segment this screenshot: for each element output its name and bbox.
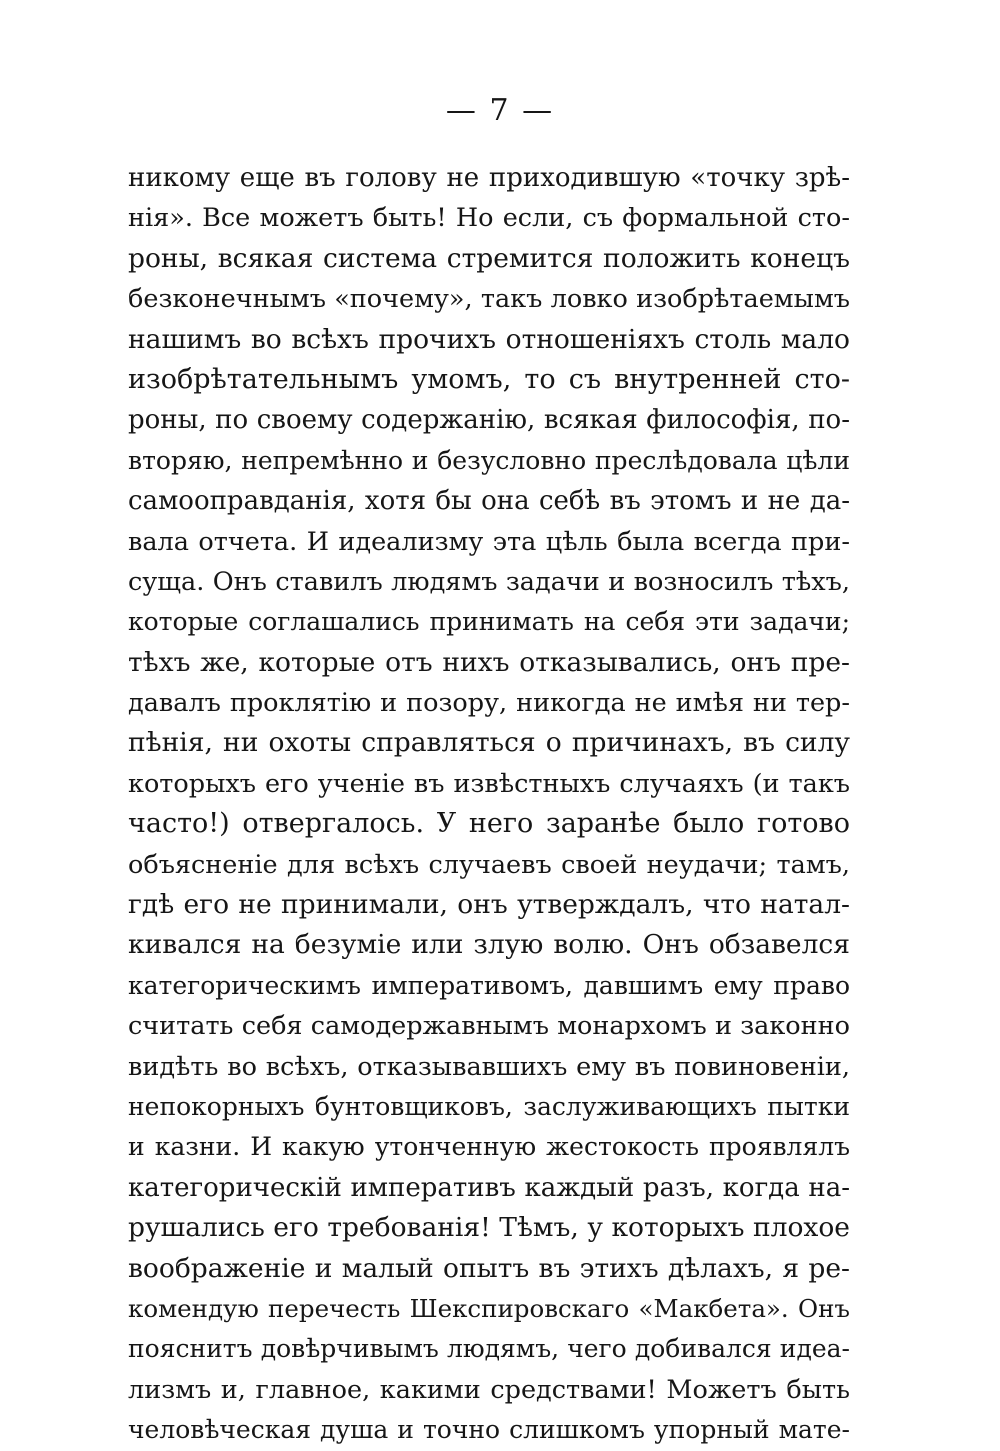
text-line: гдѣ его не принимали, онъ утверждалъ, что натал-: [128, 889, 850, 921]
text-line: тѣхъ же, которые отъ нихъ отказывались, онъ пре-: [128, 646, 850, 678]
text-line: воображеніе и малый опытъ въ этихъ дѣлахъ, я ре-: [128, 1252, 850, 1284]
text-line: категорическимъ императивомъ, давшимъ ему право: [128, 970, 850, 1000]
text-line: и казни. И какую утонченную жестокость проявлялъ: [128, 1132, 850, 1162]
text-line: комендую перечесть Шекспировскаго «Макбета». Онъ: [128, 1293, 850, 1323]
text-line: давалъ проклятію и позору, никогда не имѣя ни тер-: [128, 688, 850, 719]
text-line: человѣческая душа и точно слишкомъ упорный мате-: [128, 1415, 850, 1445]
text-line: пояснитъ довѣрчивымъ людямъ, чего добивался идеа-: [128, 1334, 850, 1364]
text-line: считать себя самодержавнымъ монархомъ и законно: [128, 1011, 850, 1042]
text-line: лизмъ и, главное, какими средствами! Можетъ быть: [128, 1374, 850, 1405]
text-line: видѣть во всѣхъ, отказывавшихъ ему въ повиновеніи,: [128, 1051, 850, 1082]
text-line: вторяю, непремѣнно и безусловно преслѣдовала цѣли: [128, 445, 850, 475]
text-line: нашимъ во всѣхъ прочихъ отношеніяхъ столь мало: [128, 323, 850, 355]
text-line: рушались его требованія! Тѣмъ, у которыхъ плохое: [128, 1212, 850, 1244]
text-line: роны, по своему содержанію, всякая философія, по-: [128, 405, 850, 436]
text-line: категорическій императивъ каждый разъ, когда на-: [128, 1172, 850, 1203]
text-line: роны, всякая система стремится положить конецъ: [128, 242, 850, 274]
text-line: объясненіе для всѣхъ случаевъ своей неудачи; тамъ,: [128, 849, 850, 880]
text-line: непокорныхъ бунтовщиковъ, заслуживающихъ пытки: [128, 1091, 850, 1121]
text-line: часто!) отвергалось. У него заранѣе было готово: [128, 808, 850, 840]
text-line: самооправданія, хотя бы она себѣ въ этомъ и не да-: [128, 486, 850, 517]
text-line: которыхъ его ученіе въ извѣстныхъ случаяхъ (и такъ: [128, 768, 850, 799]
text-line: безконечнымъ «почему», такъ ловко изобрѣтаемымъ: [128, 284, 850, 315]
text-line: нія». Все можетъ быть! Но если, съ формальной сто-: [128, 203, 850, 234]
text-line: суща. Онъ ставилъ людямъ задачи и возносилъ тѣхъ,: [128, 566, 850, 597]
text-line: которые соглашались принимать на себя эти задачи;: [128, 607, 850, 637]
body-text: [128, 158, 850, 1451]
page-number: — 7 —: [445, 93, 555, 128]
text-line: пѣнія, ни охоты справляться о причинахъ, въ силу: [128, 727, 850, 759]
text-line: кивался на безуміе или злую волю. Онъ обзавелся: [128, 929, 850, 961]
text-line: вала отчета. И идеализму эта цѣль была всегда при-: [128, 526, 850, 557]
text-line: изобрѣтательнымъ умомъ, то съ внутренней сто-: [128, 363, 850, 395]
text-line: никому еще въ голову не приходившую «точку зрѣ-: [128, 163, 850, 193]
